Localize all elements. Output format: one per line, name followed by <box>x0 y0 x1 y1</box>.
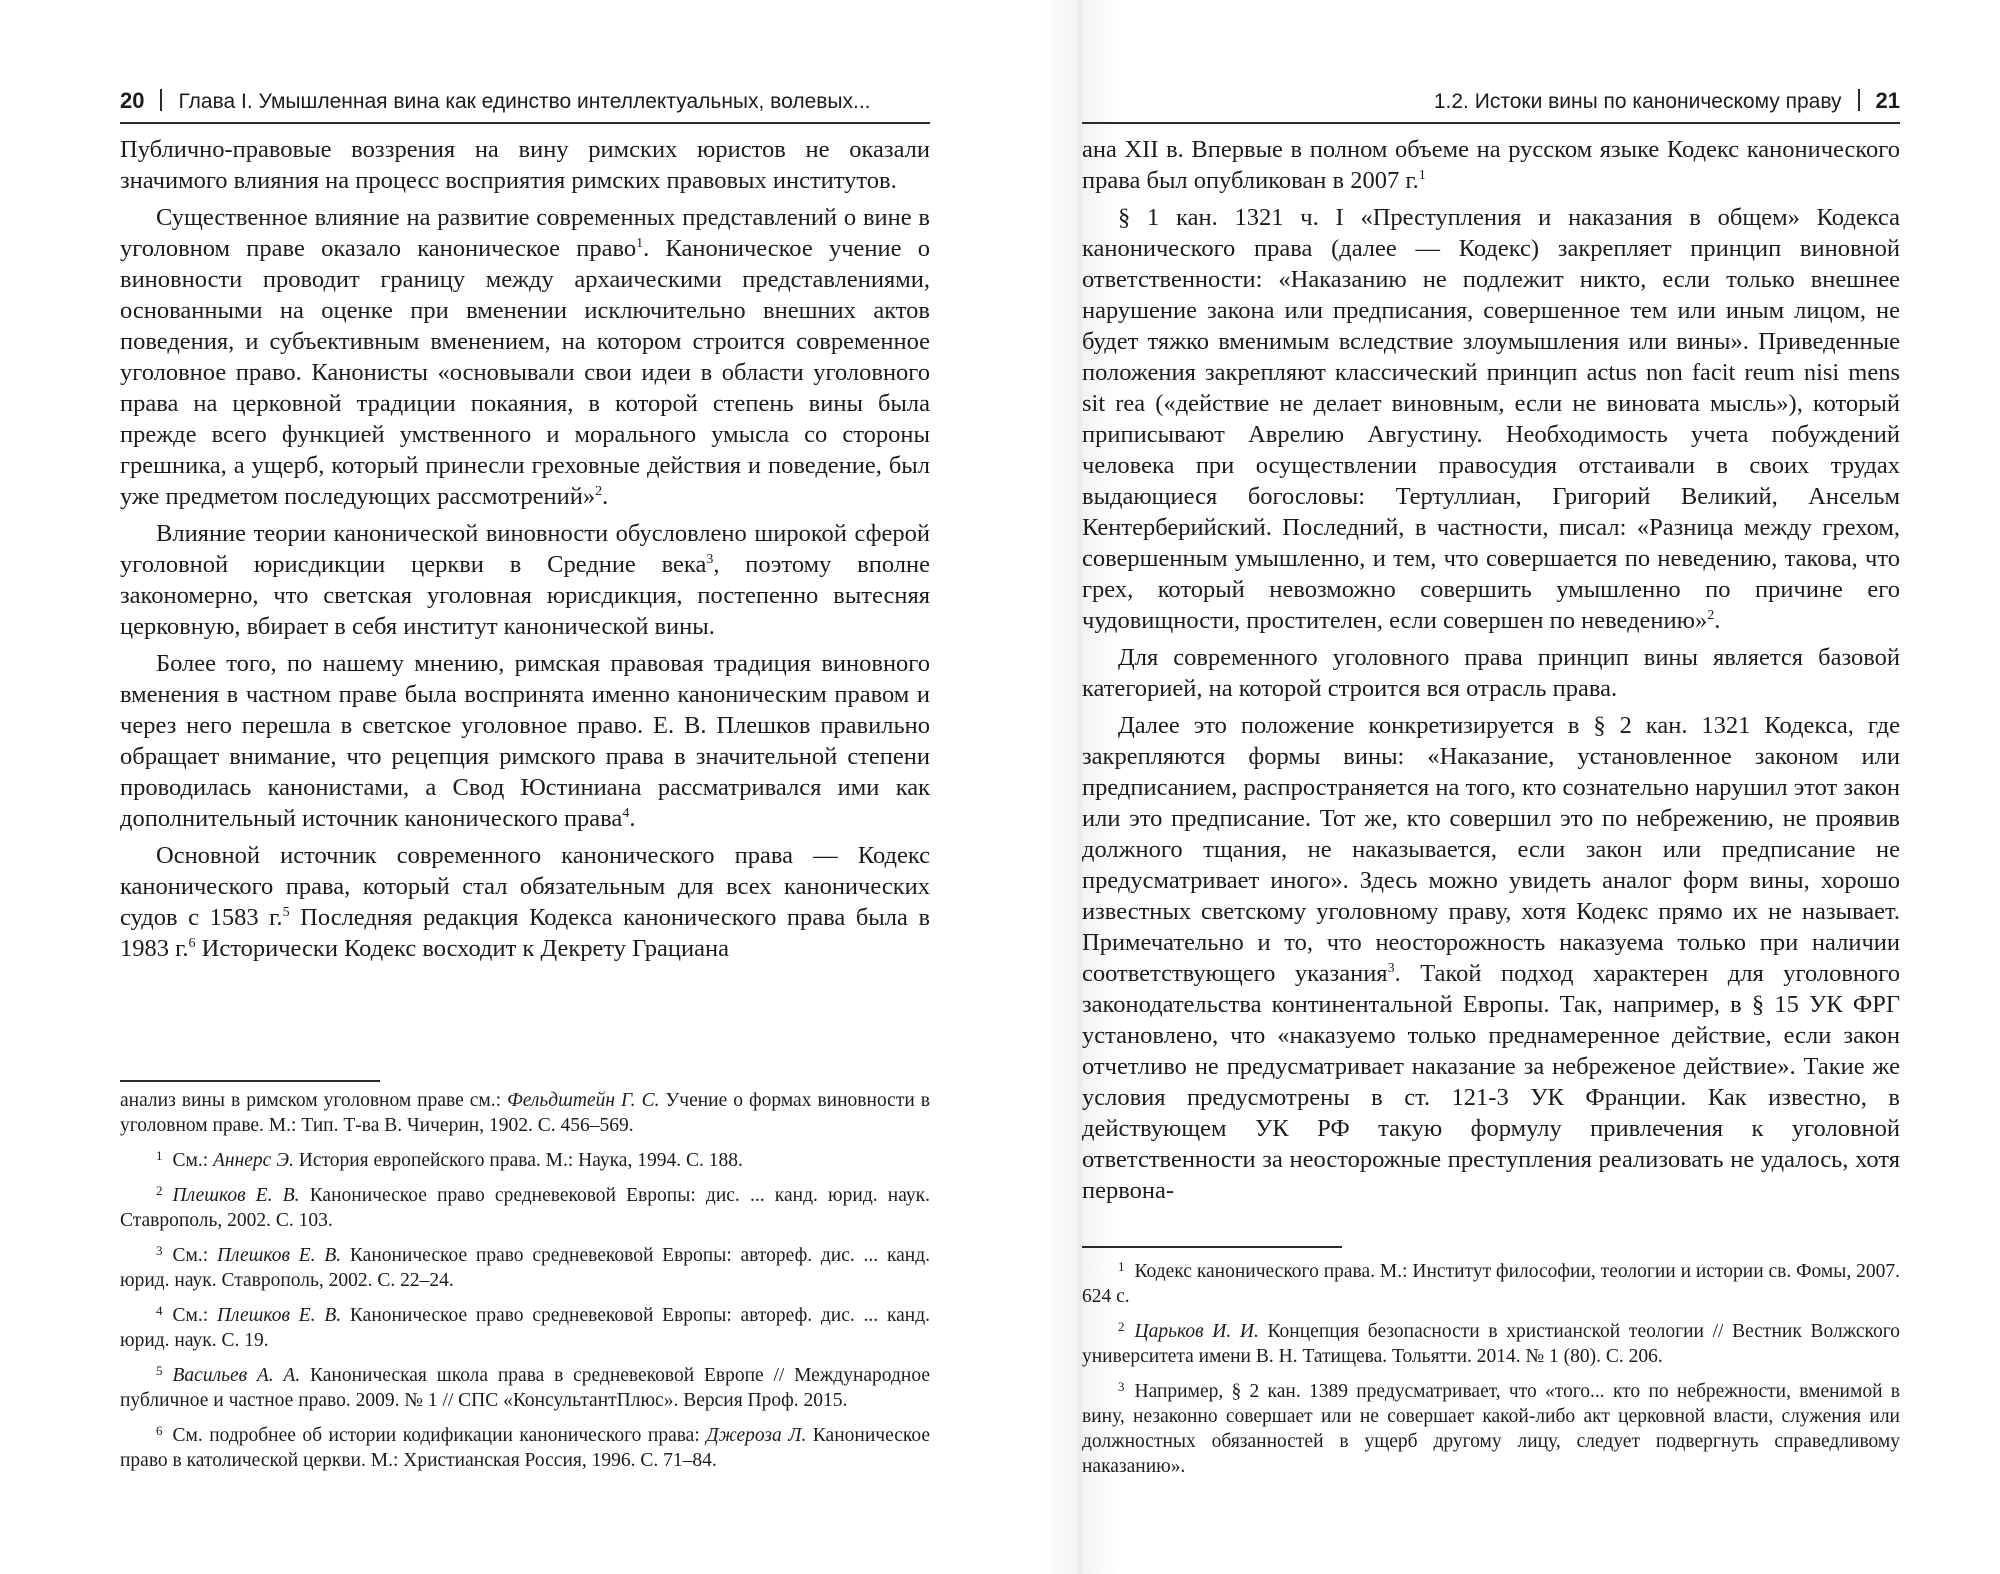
footnote: $^1$ См.: Аннерс Э. История европейского права. М.: Наука, 1994. С. 188. <box>156 1148 743 1171</box>
footnote: анализ вины в римском уголовном праве см.: Фельдштейн Г. С. Учение о формах виновности в уголовном праве. М.: Тип. Т-ва В. Чичерин, 1902. С. 456–569. <box>120 1090 931 1136</box>
left-body-text <box>120 134 930 964</box>
footnote: $^3$ См.: Плешков Е. В. Каноническое право средневековой Европы: автореф. дис. ... канд. юрид. наук. Ставрополь, 2002. С. 22–24. <box>120 1243 931 1291</box>
left-running-head <box>120 86 930 124</box>
footnote-ref: 2 <box>595 483 603 499</box>
left-page-number: 20 <box>120 88 145 113</box>
footnote-ref: 2 <box>1707 607 1715 623</box>
right-body-text <box>1082 134 1900 1206</box>
footnote-ref: 5 <box>282 904 290 920</box>
paragraph: Публично-правовые воззрения на вину римских юристов не оказали значимого влияния на процесс восприятия римских правовых институтов. <box>120 136 930 194</box>
footnote: $^3$ Например, § 2 кан. 1389 предусматривает, что «того... кто по небрежности, вменимой в вину, незаконно совершает или не совершает какой-либо акт церковной власти, служения или должностных обязанностей в ущерб другому лицу, следует подвергнуть справедливому наказанию». <box>1082 1379 1900 1477</box>
paragraph: Для современного уголовного права принцип вины является базовой категорией, на которой строится вся отрасль права. <box>1082 644 1900 702</box>
footnote-ref: 1 <box>636 235 644 251</box>
left-footnotes <box>120 1088 930 1473</box>
paragraph: Основной источник современного канонического права — Кодекс канонического права, который стал обязательным для всех канонических судов с 1583 г.$^5$ Последняя редакция Кодекса канонического права была в 1983 г.$^6$ Исторически Кодекс восходит к Декрету Грациана <box>120 842 931 962</box>
footnote-ref: 4 <box>622 805 630 821</box>
footnote: $^4$ См.: Плешков Е. В. Каноническое право средневековой Европы: автореф. дис. ... канд. юрид. наук. С. 19. <box>120 1303 931 1351</box>
footnote-ref: 6 <box>188 935 196 951</box>
footnote-ref: 3 <box>706 551 714 567</box>
footnote: $^1$ Кодекс канонического права. М.: Институт философии, теологии и истории св. Фомы, 2007. 624 с. <box>1082 1259 1900 1307</box>
right-running-head <box>1082 86 1900 124</box>
left-page <box>120 0 930 1574</box>
paragraph: ана XII в. Впервые в полном объеме на русском языке Кодекс канонического права был опубликован в 2007 г.$^1$ <box>1082 136 1900 194</box>
footnote: $^5$ Васильев А. А. Каноническая школа права в средневековой Европе // Международное публичное и частное право. 2009. № 1 // СПС «КонсультантПлюс». Версия Проф. 2015. <box>120 1363 930 1411</box>
right-page <box>1082 0 1900 1574</box>
paragraph: Далее это положение конкретизируется в § 2 кан. 1321 Кодекса, где закрепляются формы вины: «Наказание, установленное законом или предписанием, распространяется на того, кто сознательно нарушил этот закон или это предписание. Тот же, кто совершил это по небрежению, не проявив должного тщания, не наказывается, если закон или предписание не предусматривает иного». Здесь можно увидеть аналог форм вины, хорошо известных светскому уголовному праву, хотя Кодекс прямо их не называет. Примечательно и то, что неосторожность наказуема только при наличии соответствующего указания$^3$. Такой подход характерен для уголовного законодательства континентальной Европы. Так, например, в § 15 УК ФРГ установлено, что «наказуемо только преднамеренное действие, если закон отчетливо не предусматривает наказание за небреженое действие». Такие же условия предусмотрены в ст. 121-3 УК Франции. Как известно, в действующем УК РФ такую формулу привлечения к уголовной ответственности за неосторожные преступления реализовать не удалось, хотя первона- <box>1082 712 1900 1204</box>
footnote: $^2$ Плешков Е. В. Каноническое право средневековой Европы: дис. ... канд. юрид. наук. Ставрополь, 2002. С. 103. <box>120 1183 930 1231</box>
chapter-title: Глава I. Умышленная вина как единство интеллектуальных, волевых... <box>178 90 871 113</box>
paragraph: § 1 кан. 1321 ч. I «Преступления и наказания в общем» Кодекса канонического права (далее — Кодекс) закрепляет принцип виновной ответственности: «Наказанию не подлежит никто, если только внешнее нарушение закона или предписания, совершенное тем или иным лицом, не будет тяжко вменимым вследствие злоумышления или вины». Приведенные положения закрепляют классический принцип actus non facit reum nisi mens sit rea («действие не делает виновным, если не виновата мысль»), который приписывают Аврелию Августину. Необходимость учета побуждений человека при осуществлении правосудия отстаивали в своих трудах выдающиеся богословы: Тертуллиан, Григорий Великий, Ансельм Кентерберийский. Последний, в частности, писал: «Разница между грехом, совершенным умышленно, и тем, что совершается по неведению, такова, что грех, который невозможно совершить умышленно по причине его чудовищности, простителен, если совершен по неведению»$^2$. <box>1082 204 1900 634</box>
footnote: $^2$ Царьков И. И. Концепция безопасности в христианской теологии // Вестник Волжского университета имени В. Н. Татищева. Тольятти. 2014. № 1 (80). С. 206. <box>1082 1319 1900 1367</box>
header-separator <box>160 89 162 111</box>
right-page-number: 21 <box>1875 88 1900 113</box>
paragraph: Более того, по нашему мнению, римская правовая традиция виновного вменения в частном праве была воспринята именно каноническим правом и через него перешла в светское уголовное право. Е. В. Плешков правильно обращает внимание, что рецепция римского права в значительной степени проводилась канонистами, а Свод Юстиниана рассматривался ими как дополнительный источник канонического права$^4$. <box>120 650 930 832</box>
footnote: $^6$ См. подробнее об истории кодификации канонического права: Джероза Л. Каноническое право в католической церкви. М.: Христианская Россия, 1996. С. 71–84. <box>120 1423 930 1471</box>
paragraph: Существенное влияние на развитие современных представлений о вине в уголовном праве оказало каноническое право$^1$. Каноническое учение о виновности проводит границу между архаическими представлениями, основанными на оценке при вменении исключительно внешних актов поведения, и субъективным вменением, на котором строится современное уголовное право. Канонисты «основывали свои идеи в области уголовного права на церковной традиции покаяния, в которой степень вины была прежде всего функцией умственного и морального умысла со стороны грешника, а ущерб, который принесли греховные действия и поведение, был уже предметом последующих рассмотрений»$^2$. <box>120 204 930 510</box>
footnote-ref: 3 <box>1387 960 1395 976</box>
paragraph: Влияние теории канонической виновности обусловлено широкой сферой уголовной юрисдикции церкви в Средние века$^3$, поэтому вполне закономерно, что светская уголовная юрисдикция, постепенно вытесняя церковную, вбирает в себя институт канонической вины. <box>120 520 930 640</box>
right-footnotes <box>1082 1254 1900 1479</box>
section-title: 1.2. Истоки вины по каноническому праву <box>1433 90 1842 113</box>
header-separator <box>1858 89 1860 111</box>
footnote-ref: 1 <box>1418 167 1426 183</box>
footnote-rule <box>1082 1246 1342 1248</box>
footnote-rule <box>120 1080 380 1082</box>
